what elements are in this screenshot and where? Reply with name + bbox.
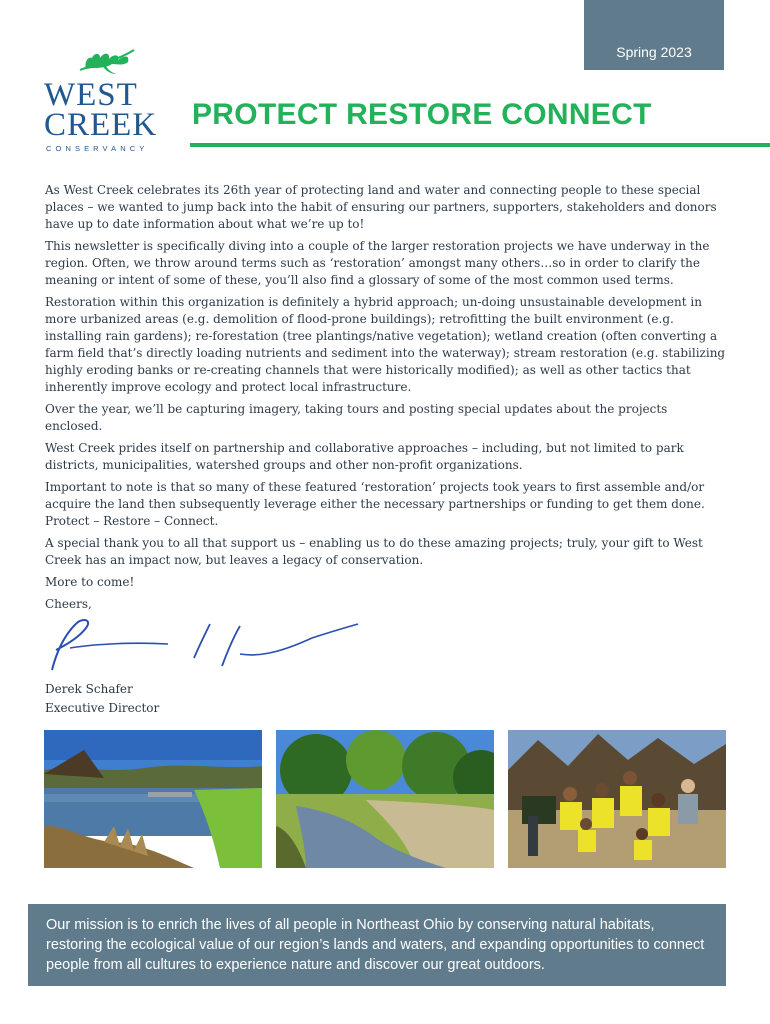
paragraph: Important to note is that so many of these featured ‘restoration’ projects took years to first assemble and/or acquire the land then subsequently leverage either the necessary partnerships or funding to get them done. Protect – Restore – Connect. xyxy=(45,480,705,528)
photo-volunteers xyxy=(508,730,726,868)
photo-lake xyxy=(44,730,262,868)
letter-body xyxy=(45,182,727,618)
paragraph: A special thank you to all that support us – enabling us to do these amazing projects; truly, your gift to West Creek has an impact now, but leaves a legacy of conservation. xyxy=(45,536,703,567)
paragraph: This newsletter is specifically diving into a couple of the larger restoration projects we have underway in the region. Often, we throw around terms such as ‘restoration’ amongst many others…so in order to clarify the meaning or intent of some of these, you’ll also find a glossary of some of the most common used terms. xyxy=(45,239,710,287)
headline-rule xyxy=(190,143,770,147)
season-tab xyxy=(584,0,724,70)
paragraph: Over the year, we’ll be capturing imagery, taking tours and posting special updates about the projects enclosed. xyxy=(45,402,668,433)
paragraph: As West Creek celebrates its 26th year of protecting land and water and connecting people to these special places – we wanted to jump back into the habit of ensuring our partners, supporters, stakeholders and donors have up to date information about what we’re up to! xyxy=(45,183,717,231)
headline: PROTECT RESTORE CONNECT xyxy=(192,98,652,131)
signature xyxy=(44,614,364,676)
signer-title: Executive Director xyxy=(45,701,160,715)
logo xyxy=(44,44,164,156)
paragraph: Restoration within this organization is definitely a hybrid approach; un-doing unsustainable development in more urbanized areas (e.g. demolition of flood-prone buildings); retrofitting the built environment (e.g. installing rain gardens); re-forestation (tree plantings/native vegetation); wetland creation (often converting a farm field that’s directly loading nutrients and sediment into the waterway); stream restoration (e.g. stabilizing highly eroding banks or re-creating channels that were historically modified); as well as other tactics that inherently improve ecology and protect local infrastructure. xyxy=(45,295,726,394)
logo-word-conservancy: CONSERVANCY xyxy=(46,144,149,153)
paragraph: More to come! xyxy=(45,575,135,589)
paragraph: West Creek prides itself on partnership and collaborative approaches – including, but not limited to park districts, municipalities, watershed groups and other non-profit organizations. xyxy=(45,441,684,472)
signer xyxy=(45,680,159,718)
mission-statement: Our mission is to enrich the lives of all people in Northeast Ohio by conserving natural habitats, restoring the ecological value of our region’s lands and waters, and expanding opportunities to connect people from all cultures to experience nature and discover our great outdoors. xyxy=(28,904,726,986)
season-label: Spring 2023 xyxy=(616,44,692,60)
logo-word-creek: CREEK xyxy=(44,107,158,143)
signer-name: Derek Schafer xyxy=(45,682,133,696)
logo-word-west: WEST xyxy=(44,77,138,113)
leaf-icon xyxy=(76,44,138,78)
photo-stream xyxy=(276,730,494,868)
paragraph: Cheers, xyxy=(45,597,92,611)
